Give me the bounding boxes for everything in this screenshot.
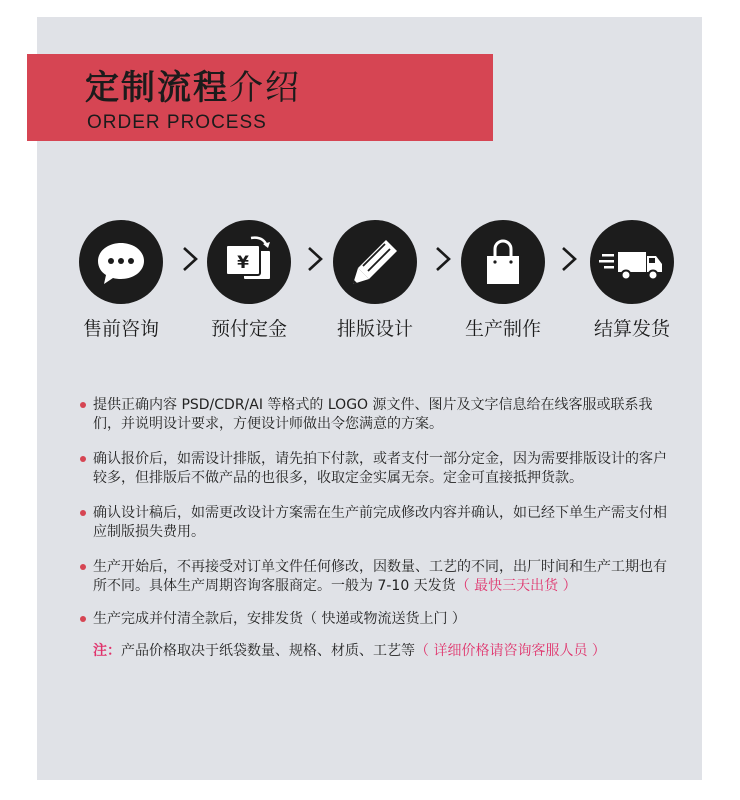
note-highlight: （ 最快三天出货 ）: [455, 578, 577, 594]
note-item: [80, 450, 680, 488]
chat-bubble-icon: [79, 220, 163, 304]
footnote-label: 注：: [93, 643, 121, 659]
step-label: 排版设计: [336, 318, 413, 340]
step-layout-design: [333, 220, 417, 340]
pencil-icon: [333, 220, 417, 304]
footnote-highlight: （ 详细价格请咨询客服人员 ）: [415, 643, 606, 659]
note-text: 提供正确内容 PSD/CDR/AI 等格式的 LOGO 源文件、图片及文字信息给在线客服或联系我们，并说明设计要求，方便设计师做出令您满意的方案。: [93, 397, 653, 432]
step-label: 售前咨询: [82, 318, 159, 340]
note-text: 确认设计稿后，如需更改设计方案需在生产前完成修改内容并确认，如已经下单生产需支付相应制版损失费用。: [93, 505, 667, 540]
process-steps: [0, 0, 740, 360]
page-subtitle: ORDER PROCESS: [87, 112, 267, 133]
delivery-truck-icon: [590, 220, 674, 304]
yen-symbol: ¥: [237, 253, 249, 273]
note-item: [80, 558, 680, 596]
step-settle-ship: [590, 220, 674, 340]
bullet-dot: [80, 564, 86, 570]
bullet-dot: [80, 510, 86, 516]
step-deposit: [207, 220, 291, 340]
page-title-light: 介绍: [229, 68, 301, 108]
note-item: [80, 504, 680, 542]
money-transfer-icon: [207, 220, 291, 304]
footnote: [80, 642, 606, 661]
note-text: 确认报价后，如需设计排版，请先拍下付款，或者支付一部分定金，因为需要排版设计的客户较多，但排版后不做产品的也很多，收取定金实属无奈。定金可直接抵押货款。: [93, 451, 667, 486]
chevron-right-icon: [434, 246, 452, 272]
note-item: [80, 396, 680, 434]
step-label: 结算发货: [593, 318, 670, 340]
step-presale-consult: [79, 220, 163, 340]
chevron-right-icon: [181, 246, 199, 272]
step-label: 预付定金: [210, 318, 287, 340]
step-label: 生产制作: [464, 318, 541, 340]
page-title-bold: 定制流程: [85, 68, 229, 108]
note-item: [80, 610, 466, 629]
chevron-right-icon: [560, 246, 578, 272]
note-text: 生产完成并付清全款后，安排发货（ 快递或物流送货上门 ）: [93, 611, 466, 627]
chevron-right-icon: [306, 246, 324, 272]
bullet-dot: [80, 616, 86, 622]
note-text: 生产开始后，不再接受对订单文件任何修改，因数量、工艺的不同，出厂时间和生产工期也有所不同。具体生产周期咨询客服商定。一般为 7-10 天发货: [93, 559, 667, 594]
footnote-text: 产品价格取决于纸袋数量、规格、材质、工艺等: [121, 643, 415, 659]
bullet-dot: [80, 402, 86, 408]
shopping-bag-icon: [461, 220, 545, 304]
bullet-dot: [80, 456, 86, 462]
step-production: [461, 220, 545, 340]
